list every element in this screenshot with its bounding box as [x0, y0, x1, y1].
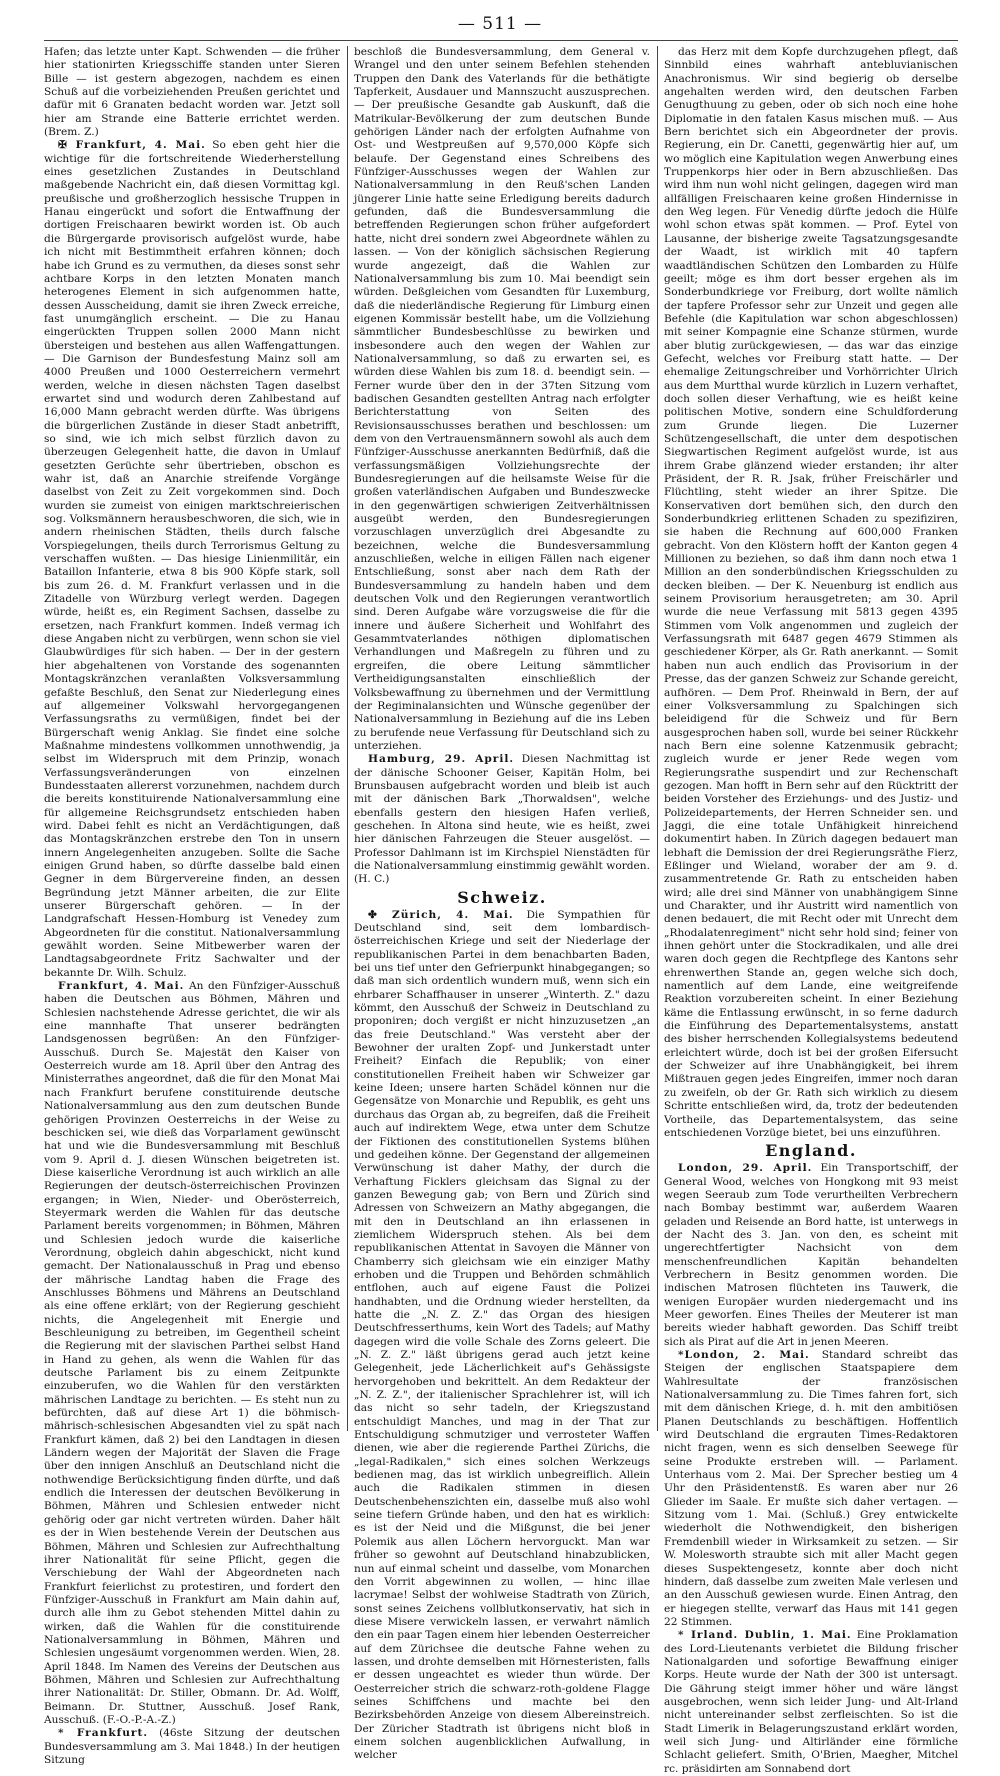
- article-text: Diesen Nachmittag ist der dänische Schooner Geiser, Kapitän Holm, bei Brunsbausen aufgebracht worden und bleib ist auch mit der dänischen Bark „Thorwaldsen", welche ebenfalls gestern den hiesigen Hafen verließ, geschehen. In Altona sind heute, wie es heißt, zwei hier dänischen Fahrzeugen die Steuer ausgelöst. — Professor Dahlmann ist im Kirchspiel Nienstädten für die Nationalversammlung einstimmig gewählt worden. (H. C.): [354, 753, 650, 886]
- section-heading: England.: [765, 1141, 857, 1161]
- article-text: (46ste Sitzung der deutschen Bundesversammlung am 3. Mai 1848.) In der heutigen Sitzung: [44, 1727, 340, 1766]
- column-divider-1: [347, 46, 348, 1431]
- article-paragraph: [354, 753, 650, 886]
- article-dateline: * Irland. Dublin, 1. Mai.: [678, 1629, 852, 1642]
- column-1: [44, 46, 340, 1766]
- article-dateline: ✤ Zürich, 4. Mai.: [368, 908, 514, 921]
- article-text: Hafen; das letzte unter Kapt. Schwenden — die früher hier stationirten Kriegsschiffe standen unter Sieren Bille — ist gestern abgezogen, nachdem es einen Schuß auf die vorbeiziehenden Preußen gerichtet und dafür mit 6 Granaten bedacht worden war. Jetzt soll hier am Strande eine Batterie errichtet werden. (Brem. Z.): [44, 46, 340, 139]
- article-text: Ein Transportschiff, der General Wood, welches von Hongkong mit 93 meist wegen Seeraub zum Tode verurtheilten Verbrechern nach Bombay bestimmt war, außerdem Waaren geladen und Reisende an Bord hatte, ist unterwegs in der Nacht des 3. Jan. von den, es scheint mit ungerechtfertigter Nachsicht von dem menschenfreundlichen Kapitän behandelten Verbrechern in Besitz genommen worden. Die indischen Matrosen flüchteten ins Tauwerk, die wenigen Europäer wurden niedergemacht und ins Meer geworfen. Eines Theiles der Meuterer ist man bereits wieder habhaft geworden. Das Schiff treibt sich als Pirat auf die Art in jenen Meeren.: [664, 1162, 958, 1348]
- article-dateline: Hamburg, 29. April.: [368, 753, 515, 766]
- article-paragraph: [664, 46, 958, 1140]
- article-paragraph: [44, 1727, 340, 1767]
- article-text: An den Fünfziger-Ausschuß haben die Deutschen aus Böhmen, Mähren und Schlesien nachstehende Adresse gerichtet, die wir als eine mannhafte That unserer bedrängten Landsgenossen begrüßen: An den Fünfziger-Ausschuß. Durch Se. Majestät den Kaiser von Oesterreich wurde am 18. April über den Antrag des Ministerrathes angeordnet, daß die für den Monat Mai nach Frankfurt berufene constituirende deutsche Nationalversammlung aus den zum deutschen Bunde gehörigen Provinzen Oesterreichs in der Weise zu beschicken sei, wie dieß das Vorparlament gewünscht hat und wie die Bundesversammlung mit Beschluß vom 9. April d. J. diesen Wünschen beigetreten ist. Diese kaiserliche Verordnung ist auch wirklich an alle Regierungen der deutsch-österreichischen Provinzen ergangen; in Wien, Nieder- und Oberösterreich, Steyermark werden die Wahlen für das deutsche Parlament bereits vorgenommen; in Böhmen, Mähren und Schlesien jedoch wurde die kaiserliche Verordnung, obgleich dahin abgeschickt, nicht kund gemacht. Der Nationalausschuß in Prag und ebenso der mährische Landtag haben die Frage des Anschlusses Böhmens und Mährens an Deutschland als eine offene erklärt; von der Regierung geschieht nichts, die Angelegenheit mit Energie und Beschleunigung zu betreiben, im Gegentheil scheint die Regierung mit der slavischen Parthei selbst Hand in Hand zu gehen, als wenn die Wahlen für das deutsche Parlament bis zu einem Zeitpunkte einzuberufen, wo die Wahlen für den verstärkten mährischen Landtage zu berichten. — Es steht nun zu befürchten, daß auf diese Art 1) die böhmisch-mährisch-schlesischen Abgesandten viel zu spät nach Frankfurt kämen, daß 2) bei den Landtagen in diesen Ländern wegen der Majorität der Slaven die Frage über den innigen Anschluß an Deutschland nicht die nothwendige Berücksichtigung finden dürfte, und daß endlich die Interessen der deutschen Bevölkerung in Böhmen, Mähren und Schlesien entweder nicht gehörig oder gar nicht vertreten würden. Daher hält es der in Wien bestehende Verein der Deutschen aus Böhmen, Mähren und Schlesien zur Aufrechthaltung ihrer Nationalität für seine Pflicht, gegen die Verschiebung der Wahl der Abgeordneten nach Frankfurt feierlichst zu protestiren, und fordert den Fünfziger-Ausschuß in Frankfurt am Main dahin auf, durch alle ihm zu Gebot stehenden Mittel dahin zu wirken, daß die Wahlen für die constituirende Nationalversammlung in Böhmen, Mähren und Schlesien ungesäumt vorgenommen werden. Wien, 28. April 1848. Im Namen des Vereins der Deutschen aus Böhmen, Mähren und Schlesien zur Aufrechthaltung ihrer Nationalität: Dr. Stiller, Obmann. Dr. Ad. Wolff, Beimann. Dr. Stuttner, Ausschuß. Josef Rank, Ausschuß. (F.-O.-P.-A.-Z.): [44, 980, 340, 1726]
- article-paragraph: [664, 1629, 958, 1776]
- article-text: Eine Proklamation des Lord-Lieutenants verbietet die Bildung frischer Nationalgarden und sofortige Bewaffnung einiger Korps. Heute wurde der Nath der 300 ist untersagt. Die Gährung steigt immer höher und wäre längst ausgebrochen, wenn sich leider Jung- und Alt-Irland nicht untereinander selbst zerfleischten. So ist die Stadt Limerik in Belagerungszustand erklärt worden, weil sich Jung- und Altirländer eine förmliche Schlacht geliefert. Smith, O'Brien, Maegher, Mitchel rc. präsidirten am Sonnabend dort: [664, 1629, 958, 1775]
- article-dateline: Frankfurt, 4. Mai.: [58, 980, 185, 993]
- article-dateline: London, 29. April.: [678, 1162, 813, 1175]
- article-dateline: * Frankfurt.: [58, 1727, 149, 1740]
- header-rule: [44, 40, 958, 41]
- article-paragraph: [44, 46, 340, 139]
- article-paragraph: [44, 139, 340, 980]
- article-paragraph: [664, 1162, 958, 1349]
- article-text: beschloß die Bundesversammlung, dem General v. Wrangel und den unter seinem Befehlen stehenden Truppen den Dank des Vaterlands für die bethätigte Tapferkeit, Ausdauer und Mannszucht auszusprechen. — Der preußische Gesandte gab Auskunft, daß die Matrikular-Bevölkerung der zum deutschen Bunde gehörigen Länder nach der erfolgten Aufnahme von Ost- und Westpreußen auf 9,570,000 Köpfe sich belaufe. Der Gegenstand eines Schreibens des Fünfziger-Ausschusses wegen der Wahlen zur Nationalversammlung in den Reuß'schen Landen jüngerer Linie hatte seine Erledigung bereits dadurch gefunden, daß die Bundesversammlung die betreffenden Regierungen schon früher aufgefordert hatte, nicht drei sondern zwei Abgeordnete wählen zu lassen. — Von der königlich sächsischen Regierung wurde angezeigt, daß die Wahlen zur Nationalversammlung bis zum 10. Mai beendigt sein würden. Deßgleichen vom Gesandten für Luxemburg, daß die niederländische Regierung für Limburg einen eigenen Kommissär bestellt habe, um die Vollziehung sämmtlicher Bundesbeschlüsse zu bewirken und insbesondere auch den wegen der Wahlen zur Nationalversammlung, so daß zu erwarten sei, es würden diese Wahlen bis zum 18. d. beendigt sein. — Ferner wurde über den in der 37ten Sitzung vom badischen Gesandten gestellten Antrag nach erfolgter Berichterstattung von Seiten des Revisionsausschusses berathen und beschlossen: um dem von den Vertrauensmännern sowohl als auch dem Fünfziger-Ausschusse anerkannten Bedürfniß, daß die verfassungsmäßigen Vollziehungsrechte der Bundesregierungen auf die heilsamste Weise für die großen vaterländischen Aufgaben und Bundeszwecke in den gegenwärtigen schwierigen Zeitverhältnissen ausgeübt werden, den Bundesregierungen vorzuschlagen unverzüglich drei Abgesandte zu bezeichnen, welche die Bundesversammlung anzuschließen, welche in eiligen Fällen nach eigener Entschließung, sonst aber nach dem Rath der Bundesversammlung zu handeln haben und dem deutschen Volk und den Regierungen verantwortlich sind. Deren Aufgabe wäre vorzugsweise die für die innere und äußere Sicherheit und Wohlfahrt des Gesammtvaterlandes nöthigen diplomatischen Verhandlungen und Maßregeln zu führen und zu ergreifen, die obere Leitung sämmtlicher Vertheidigungsanstalten einschließlich der Volksbewaffnung zu übernehmen und der Vermittlung der Regiminalansichten und Wünsche gegenüber der Nationalversammlung in Beziehung auf die ins Leben zu berufende neue Verfassung für Deutschland sich zu unterziehen.: [354, 46, 650, 752]
- section-heading: Schweiz.: [457, 887, 547, 907]
- article-dateline: *London, 2. Mai.: [678, 1349, 810, 1361]
- article-text: So eben geht hier die wichtige für die fortschreitende Wiederherstellung eines gesetzlichen Zustandes in Deutschland maßgebende Nachricht ein, daß diesen Vormittag kgl. preußische und großherzoglich hessische Truppen in Hanau eingerückt und sofort die Entwaffnung der dortigen Freischaaren bewirkt worden ist. Ob auch die Bürgergarde provisorisch aufgelöst wurde, habe ich nicht mit Bestimmtheit erfahren können; doch habe ich Grund es zu vermuthen, da dieses sonst sehr achtbare Korps in den letzten Monaten manch heterogenes Element in sich aufgenommen hatte, dessen Ausscheidung, damit sie ihren Zweck erreiche, fast unumgänglich erscheint. — Die zu Hanau eingerückten Truppen sollen 2000 Mann nicht übersteigen und bestehen aus allen Waffengattungen. — Die Garnison der Bundesfestung Mainz soll am 4000 Preußen und 1000 Oesterreichern vermehrt werden, welche in diesen nächsten Tagen daselbst erwartet sind und wodurch deren Zahlbestand auf 16,000 Mann gebracht werden dürfte. Was übrigens die bürgerlichen Zustände in dieser Stadt anbetrifft, so sind, wie ich mich selbst fürzlich davon zu überzeugen Gelegenheit hatte, die davon in Umlauf gesetzten Gerüchte sehr übertrieben, obschon es wahr ist, daß an Anarchie streifende Vorgänge daselbst von Zeit zu Zeit vorgekommen sind. Doch wurden sie zumeist von einigen marktschreierischen sog. Volksmännern herausbeschworen, die sich, wie in andern rheinischen Städten, theils durch falsche Vorspiegelungen, theils durch Terrorismus Geltung zu verschaffen wußten. — Das hiesige Linienmilitär, ein Bataillon Infanterie, etwa 8 bis 900 Köpfe stark, soll bis zum 26. d. M. Frankfurt verlassen und in die Zitadelle von Würzburg verlegt werden. Dagegen würde, heißt es, ein Regiment Sachsen, dasselbe zu ersetzen, nach Frankfurt kommen. Indeß vermag ich diese Angaben nicht zu verbürgen, wenn schon sie viel Glaubwürdiges für sich haben. — Der in der gestern hier abgehaltenen von Vorstande des sogenannten Montagskränzchen veranlaßten Volksversammlung gefaßte Beschluß, den Senat zur Niederlegung eines auf allgemeiner Volkswahl hervorgegangenen Verfassungsraths zu vermüßigen, findet bei der Bürgerschaft wenig Anklag. Sie findet eine solche Maßnahme mindestens vollkommen unnothwendig, ja selbst im Widerspruch mit dem Prinzip, wonach Verfassungsveränderungen von einzelnen Bundesstaaten allererst vorzunehmen, nachdem durch die bereits konstituirende Nationalversammlung eine für allgemeine Reichsgrundsetz entschieden haben wird. Dabei fehlt es nicht an Verdächtigungen, daß das Montagskränzchen erstrebe den Ton in unsern innern Angelegenheiten anzugeben. Sollte die Sache einigen Grund haben, so dürfte dasselbe bald einen Gegner in dem Bürgervereine finden, an dessen Begründung jetzt Männer arbeiten, die zur Elite unserer Bürgerschaft gehören. — In der Landgrafschaft Hessen-Homburg ist Venedey zum Abgeordneten für die constitut. Nationalversammlung gewählt worden. Seine Mitbewerber waren der Landtagsabgeordnete Fritz Sachwalter und der bekannte Dr. Wilh. Schulz.: [44, 139, 340, 979]
- column-3: [664, 46, 958, 1775]
- article-text: Die Sympathien für Deutschland sind, seit dem lombardisch-österreichischen Kriege und seit der Niederlage der republikanischen Partei in dem benachbarten Baden, bei uns tief unter den Gefrierpunkt hinabgegangen; so daß man sich ordentlich wundern muß, wenn sich ein ehrbarer Schaffhauser in unserer „Winterth. Z." dazu kömmt, den Ausschuß der Schweiz in Deutschland zu proponiren; doch vergißt er nicht hinzuzusetzen „an das freie Deutschland." Was versteht aber der Bewohner der uralten Zopf- und Junkerstadt unter Freiheit? Einfach die Republik; von einer constitutionellen Freiheit haben wir Schweizer gar keine Ideen; unsere harten Schädel können nur die Gegensätze von Monarchie und Republik, es geht uns durchaus das Organ ab, zu begreifen, daß die Freiheit auch auf indirektem Wege, etwa unter dem Schutze der Fiktionen des constitutionellen Systems blühen und gedeihen könne. Der Gegenstand der allgemeinen Verwünschung ist daher Mathy, der durch die Verhaftung Ficklers gleichsam das Signal zu der ganzen Bewegung gab; von Bern und Zürich sind Adressen von Schweizern an Mathy abgegangen, die mit den in Deutschland an ihn erlassenen in ziemlichem Widerspruch stehen. Als bei dem republikanischen Attentat in Savoyen die Männer von Chamberry sich gleichsam wie ein einziger Mathy erhoben und die Truppen und Behörden schmählich entflohen, auch auf eigene Faust die Polizei handhabten, und die Ordnung wieder herstellten, da hatte die „N. Z. Z." das Organ des hiesigen Deutschfresserthums, kein Wort des Tadels; auf Mathy dagegen wird die volle Schale des Zorns geleert. Die „N. Z. Z." läßt übrigens gerad auch jetzt keine Gelegenheit, jede Lächerlichkeit auf's Gehässigste hervorgehoben und bekrittelt. An dem Redakteur der „N. Z. Z.", der italienischer Sprachlehrer ist, will ich das nicht so sehr tadeln, der Kriegszustand entschuldigt Manches, und mag in der That zur Entschuldigung schmutziger und verrosteter Waffen dienen, wie aber die regierende Parthei Zürichs, die „legal-Radikalen," sich eines solchen Werkzeugs bedienen mag, das ist wirklich unbegreiflich. Allein auch die Radikalen stimmen in diesen Deutschenbehenszichten ein, dasselbe muß also wohl seine tiefern Gründe haben, und den hat es wirklich: es ist der Neid und die Mißgunst, die bei jener Polemik aus allen Löchern hervorguckt. Man war früher so gewohnt auf Deutschland hinabzublicken, nun auf einmal scheint und dasselbe, vom Monarchen den Vorrit abgewinnen zu wollen, — hinc illae lacrymae! Selbst der wohlweise Stadtrath von Zürich, sonst seines Zeichens vollblutkonservativ, hat sich in diese Misere verwickeln lassen, er verwahrt nämlich den ein paar Tagen einem hier lebenden Oesterreicher auf dem Zürichsee die deutsche Fahne wehen zu lassen, und drohte demselben mit Hörnesteristen, falls er dessen ungeachtet es wieder thun würde. Der Oesterreicher strich die schwarz-roth-goldene Flagge seines Schiffchens und machte bei den Bezirksbehörden Anzeige von diesem Albereinstreich. Der Züricher Stadtrath ist übrigens nicht bloß in einem solchen augenblicklichen Aufwallung, in welcher: [354, 908, 651, 1762]
- article-paragraph: [664, 1349, 958, 1629]
- article-text: Standard schreibt das Steigen der englischen Staatspapiere dem Wahlresultate der französischen Nationalversammlung zu. Die Times fahren fort, sich mit dem dänischen Kriege, d. h. mit den ambitiösen Planen Deutschlands zu beschäftigen. Hoffentlich wird Deutschland die ergrauten Times-Redaktoren nicht fragen, wenn es sich denselben Seewege für seine Produkte erstreben will. — Parlament. Unterhaus vom 2. Mai. Der Sprecher bestieg um 4 Uhr den Präsidentenstß. Es waren aber nur 26 Glieder im Saale. Er mußte sich daher vertagen. — Sitzung vom 1. Mai. (Schluß.) Grey entwickelte wiederholt die Nothwendigkeit, den bisherigen Fremdenbill wieder in Wirksamkeit zu setzen. — Sir W. Molesworth straubte sich mit aller Macht gegen dieses Suspektengesetz, konnte aber doch nicht hindern, daß dasselbe zum zweiten Male verlesen und an den Ausschuß gewiesen wurde. Einen Antrag, den er hiegegen stellte, verwarf das Haus mit 141 gegen 22 Stimmen.: [664, 1349, 958, 1628]
- page-number: — 511 —: [457, 14, 543, 34]
- column-divider-2: [657, 46, 658, 1431]
- column-2: [354, 46, 651, 1762]
- article-paragraph: [44, 980, 340, 1727]
- article-paragraph: [354, 909, 650, 1763]
- article-paragraph: [354, 46, 650, 753]
- article-text: das Herz mit dem Kopfe durchzugehen pflegt, daß Sinnbild eines wahrhaft antebluvianischen Anachronismus. Wir sind begierig ob derselbe angehalten werden wird, den deutschen Farben Genugthuung zu geben, oder ob sich noch eine hohe Diplomatie in den fatalen Kasus mischen muß. — Aus Bern berichtet sich ein Abgeordneter der provis. Regierung, ein Dr. Canetti, gegenwärtig hier auf, um wo möglich eine Kapitulation wegen Anwerbung eines Truppenkorps hier oder in Bern abzuschließen. Das wird ihm nun wohl nicht gelingen, dagegen wird man allfälligen Freischaaren keine großen Hindernisse in den Weg legen. Für Venedig dürfte jedoch die Hülfe wohl schon etwas spät kommen. — Prof. Eytel von Lausanne, der bisherige zweite Tagsatzungsgesandte der Waadt, ist wirklich mit 40 tapfern waadtländischen Schützen den Lombarden zu Hülfe geeilt; möge es ihm dort besser ergehen als im Sonderbundkriege vor Freiburg, dort wollte nämlich der tapfere Professor sehr zur Unzeit und gegen alle Befehle (die Kapitulation war schon abgeschlossen) mit seiner Kompagnie eine Schanze stürmen, wurde aber blutig zurückgewiesen, — das war das einzige Gefecht, welches vor Freiburg statt hatte. — Der ehemalige Zeitungschreiber und Vorhörrichter Ulrich aus dem Murtthal wurde kürzlich in Luzern verhaftet, doch sollen dieser Verhaftung, wie es heißt keine politischen Motive, sondern eine Schuldforderung zum Grunde liegen. Die Luzerner Schützengesellschaft, die unter dem despotischen Siegwartischen Regiment aufgelöst wurde, ist aus ihrem Grabe glänzend wieder erstanden; ihr alter Präsident, der R. R. Jsak, früher Freischärler und Flüchtling, steht wieder an ihrer Spitze. Die Konservativen dort bemühen sich, den durch den Sonderbundkrieg erlittenen Schaden zu spezifiziren, sie haben die Rechnung auf 600,000 Franken gebracht. Von den Klöstern hofft der Kanton gegen 4 Millionen zu beziehen, so daß ihm dann noch etwa 1 Million an den sonderbündischen Kriegsschulden zu decken bleiben. — Der K. Neuenburg ist endlich aus seinem Provisorium herausgetreten; am 30. April wurde die neue Verfassung mit 5813 gegen 4395 Stimmen vom Volk angenommen und zugleich der Verfassungsrath mit 6487 gegen 4679 Stimmen als geschiedener Körper, als Gr. Rath anerkannt. — Somit haben nun auch endlich das Provisorium in der Presse, das der ganzen Schweiz zur Schande gereicht, aufhören. — Dem Prof. Rheinwald in Bern, der auf einer Volksversammlung zu Spalchingen sich beleidigend für die Schweiz und für Bern ausgesprochen haben soll, wurde bei seiner Rückkehr nach Bern eine solenne Katzenmusik gebracht; zugleich wurde er jener Rede wegen vom Regierungsrathe suspendirt und zur Rechenschaft gezogen. Man hofft in Bern sehr auf den Rücktritt der beiden Vorsteher des Erziehungs- und des Justiz- und Polizeidepartements, der Herren Schneider sen. und Jaggi, die eine totale Unfähigkeit hinreichend dokumentirt haben. In Zürich dagegen bedauert man lebhaft die Demission der drei Regierungsräthe Fierz, Eßlinger und Wieland, woraber der am 9. d. zusammentretende Gr. Rath zu entscheiden haben wird; alle drei sind Männer von unabhängigem Sinne und Charakter, und ihr Austritt wird namentlich von denen bedauert, die mit Recht oder mit Unrecht dem „Rhodalatenregiment" nicht sehr hold sind; feiner von ihnen gehört unter die Stockradikalen, und alle drei waren doch gegen die Rechtpflege des Kantons sehr ehrenwerthen Stande an, gegen welche sich doch, namentlich auf dem Lande, eine weitgreifende Reaktion vorzubereiten scheint. In einer Beziehung käme die Entlassung erwünscht, in so ferne dadurch die Einführung des Departementalsystems, anstatt des bisher herrschenden Kollegialsystems bedeutend erleichtert würde, doch ist bei der großen Eifersucht der Schweizer auf ihre Unabhängigkeit, bei ihrem Mißtrauen gegen jedes Eingreifen, immer noch daran zu zweifeln, ob der Gr. Rath sich wirklich zu diesem Schritte entschließen wird, da, trotz der bedeutenden Vortheile, das Departementalsystem, das seine entschiedenen Vorzüge bietet, bei uns einzuführen.: [664, 46, 958, 1139]
- article-dateline: ✠ Frankfurt, 4. Mai.: [58, 139, 206, 152]
